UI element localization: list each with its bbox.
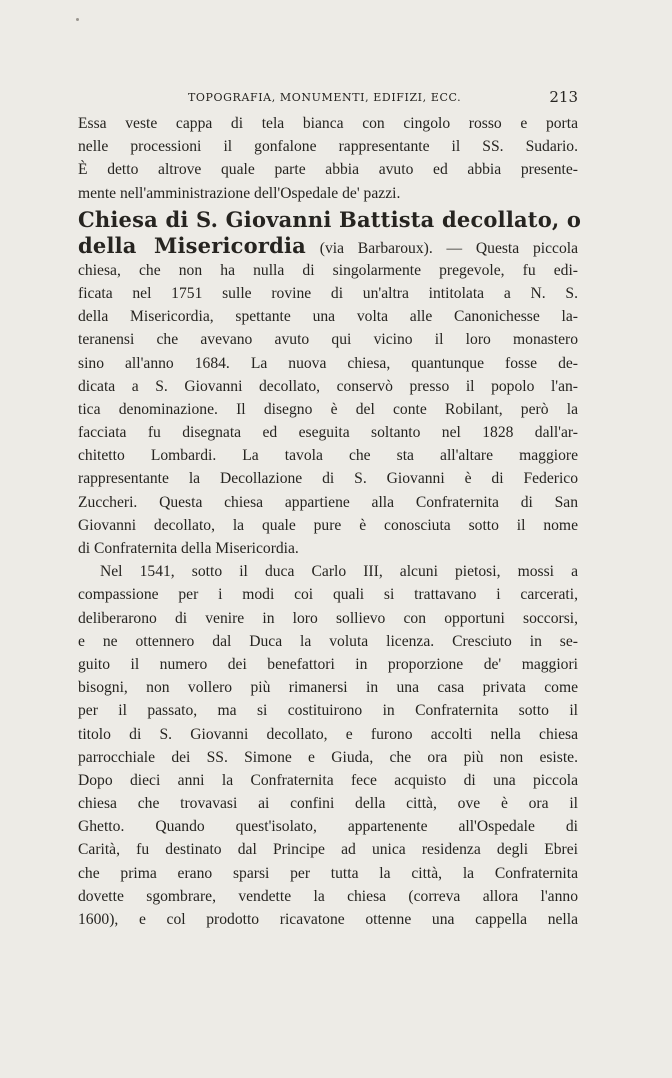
page-number: 213 xyxy=(549,88,578,106)
text-line: Giovanni decollato, la quale pure è conosciuta sotto il nome xyxy=(78,516,578,534)
section-heading-continued: della Misericordia xyxy=(78,232,306,258)
text-line: compassione per i modi coi quali si trattavano i carcerati, xyxy=(78,586,578,604)
running-head xyxy=(78,88,578,110)
paper-speck xyxy=(76,18,79,21)
text-line: nelle processioni il gonfalone rappresentante il SS. Sudario. xyxy=(78,138,578,156)
text-line: sino all'anno 1684. La nuova chiesa, quantunque fosse de- xyxy=(78,354,578,372)
text-line: e ne ottennero dal Duca la voluta licenza. Cresciuto in se- xyxy=(78,632,578,650)
text-line: Zuccheri. Questa chiesa appartiene alla Confraternita di San xyxy=(78,493,578,511)
text-line: per il passato, ma si costituirono in Confraternita sotto il xyxy=(78,702,578,720)
text-line: ficata nel 1751 sulle rovine di un'altra intitolata a N. S. xyxy=(78,284,578,302)
text-line: dicata a S. Giovanni decollato, conservò presso il popolo l'an- xyxy=(78,377,578,395)
text-line: di Confraternita della Misericordia. xyxy=(78,540,299,557)
text-line: teranensi che avevano avuto qui vicino il loro monastero xyxy=(78,331,578,349)
running-head-title: TOPOGRAFIA, MONUMENTI, EDIFIZI, ECC. xyxy=(188,91,462,104)
text-line: 1600), e col prodotto ricavatone ottenne una cappella nella xyxy=(78,911,578,928)
text-line: della Misericordia, spettante una volta alle Canonichesse la- xyxy=(78,308,578,326)
text-line: titolo di S. Giovanni decollato, e furono accolti nella chiesa xyxy=(78,725,578,743)
section-heading-line xyxy=(78,206,582,233)
text-line: deliberarono di venire in loro sollievo con opportuni soccorsi, xyxy=(78,609,578,627)
section-heading: Chiesa di S. Giovanni Battista decollato, o xyxy=(78,206,582,232)
section-heading-line xyxy=(78,233,578,259)
text-line: parrocchiale dei SS. Simone e Giuda, che ora più non esiste. xyxy=(78,748,578,766)
text-line: bisogni, non vollero più rimanersi in una casa privata come xyxy=(78,679,578,697)
text-line: che prima erano sparsi per tutta la città, la Confraternita xyxy=(78,864,578,882)
body-text xyxy=(78,112,582,931)
text-line: rappresentante la Decollazione di S. Giovanni è di Federico xyxy=(78,470,578,488)
text-line: mente nell'amministrazione dell'Ospedale de' pazzi. xyxy=(78,184,401,202)
text-line: chiesa che trovavasi ai confini della città, ove è ora il xyxy=(78,795,578,813)
heading-address-text: (via Barbaroux). — Questa piccola xyxy=(305,239,578,257)
text-line: dovette sgombrare, vendette la chiesa (correva allora l'anno xyxy=(78,887,578,905)
text-line: facciata fu disegnata ed eseguita soltanto nel 1828 dall'ar- xyxy=(78,424,578,442)
text-line: chitetto Lombardi. La tavola che sta all'altare maggiore xyxy=(78,447,578,465)
text-line: chiesa, che non ha nulla di singolarmente pregevole, fu edi- xyxy=(78,261,578,279)
text-line: Carità, fu destinato dal Principe ad unica residenza degli Ebrei xyxy=(78,841,578,859)
text-line: guito il numero dei benefattori in proporzione de' maggiori xyxy=(78,655,578,673)
text-line: Ghetto. Quando quest'isolato, appartenente all'Ospedale di xyxy=(78,818,578,836)
text-line: Nel 1541, sotto il duca Carlo III, alcuni pietosi, mossi a xyxy=(100,563,578,581)
text-line: Essa veste cappa di tela bianca con cingolo rosso e porta xyxy=(78,115,578,132)
text-line: È detto altrove quale parte abbia avuto ed abbia presente- xyxy=(78,161,578,179)
text-line: Dopo dieci anni la Confraternita fece acquisto di una piccola xyxy=(78,771,578,789)
text-line: tica denominazione. Il disegno è del conte Robilant, però la xyxy=(78,400,578,418)
